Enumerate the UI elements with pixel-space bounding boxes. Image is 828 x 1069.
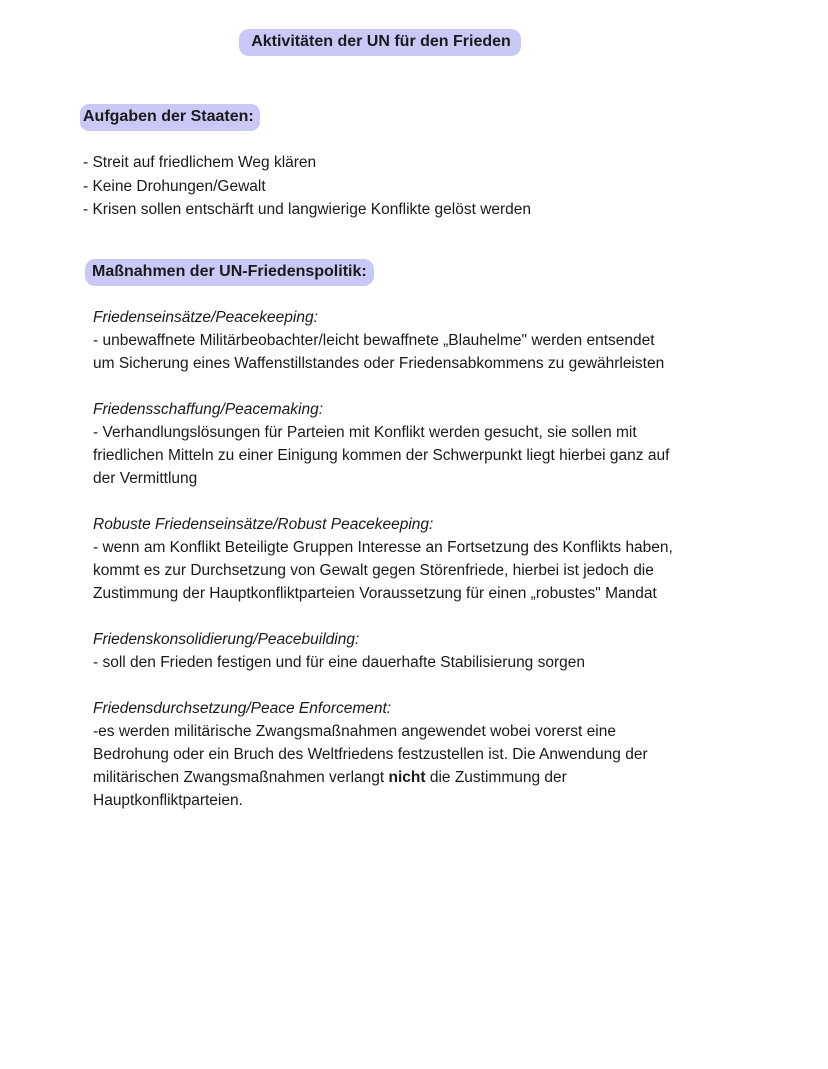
section-line: - unbewaffnete Militärbeobachter/leicht bewaffnete „Blauhelme" werden entsendet	[93, 332, 655, 349]
section-line-with-bold	[93, 766, 743, 789]
section-line: Bedrohung oder ein Bruch des Weltfriedens festzustellen ist. Die Anwendung der	[93, 746, 648, 763]
section-heading-staaten	[80, 104, 260, 131]
section-peace-enforcement	[93, 697, 743, 812]
section-peacekeeping	[93, 306, 743, 375]
massnahmen-sections	[93, 306, 743, 835]
list-item: - Keine Drohungen/Gewalt	[83, 177, 266, 195]
line-text-after: die Zustimmung der	[425, 769, 567, 786]
section-peacemaking	[93, 398, 743, 490]
section-title: Friedensdurchsetzung/Peace Enforcement:	[93, 700, 392, 717]
title-container	[0, 29, 760, 56]
section-line: -es werden militärische Zwangsmaßnahmen angewendet wobei vorerst eine	[93, 723, 616, 740]
section-line: Zustimmung der Hauptkonfliktparteien Voraussetzung für einen „robustes" Mandat	[93, 585, 657, 602]
section-line: Hauptkonfliktparteien.	[93, 792, 243, 809]
section-line: - soll den Frieden festigen und für eine dauerhafte Stabilisierung sorgen	[93, 654, 586, 671]
section-line: der Vermittlung	[93, 470, 198, 487]
section-peacebuilding	[93, 628, 743, 674]
list-item: - Streit auf friedlichem Weg klären	[83, 154, 317, 171]
section-line: - wenn am Konflikt Beteiligte Gruppen Interesse an Fortsetzung des Konflikts haben,	[93, 539, 673, 556]
section-line: - Verhandlungslösungen für Parteien mit Konflikt werden gesucht, sie sollen mit	[93, 424, 637, 441]
section-line: kommt es zur Durchsetzung von Gewalt gegen Störenfriede, hierbei ist jedoch die	[93, 562, 654, 579]
heading-massnahmen-un-friedenspolitik: Maßnahmen der UN-Friedenspolitik:	[85, 259, 374, 286]
bold-word-nicht: nicht	[388, 769, 426, 786]
section-robust-peacekeeping	[93, 513, 743, 605]
line-text-before: militärischen Zwangsmaßnahmen verlangt	[93, 769, 389, 786]
section-heading-massnahmen	[85, 259, 374, 286]
section-line: friedlichen Mitteln zu einer Einigung kommen der Schwerpunkt liegt hierbei ganz auf	[93, 447, 670, 464]
section-title: Robuste Friedenseinsätze/Robust Peacekeeping:	[93, 516, 434, 533]
section-title: Friedensschaffung/Peacemaking:	[93, 401, 324, 418]
page-title: Aktivitäten der UN für den Frieden	[239, 29, 521, 56]
list-item: - Krisen sollen entschärft und langwierige Konflikte gelöst werden	[83, 201, 532, 218]
section-line: um Sicherung eines Waffenstillstandes oder Friedensabkommens zu gewährleisten	[93, 355, 665, 372]
section-title: Friedenseinsätze/Peacekeeping:	[93, 309, 318, 326]
list-aufgaben-der-staaten	[83, 151, 531, 222]
section-title: Friedenskonsolidierung/Peacebuilding:	[93, 631, 360, 648]
heading-aufgaben-der-staaten: Aufgaben der Staaten:	[80, 104, 260, 131]
